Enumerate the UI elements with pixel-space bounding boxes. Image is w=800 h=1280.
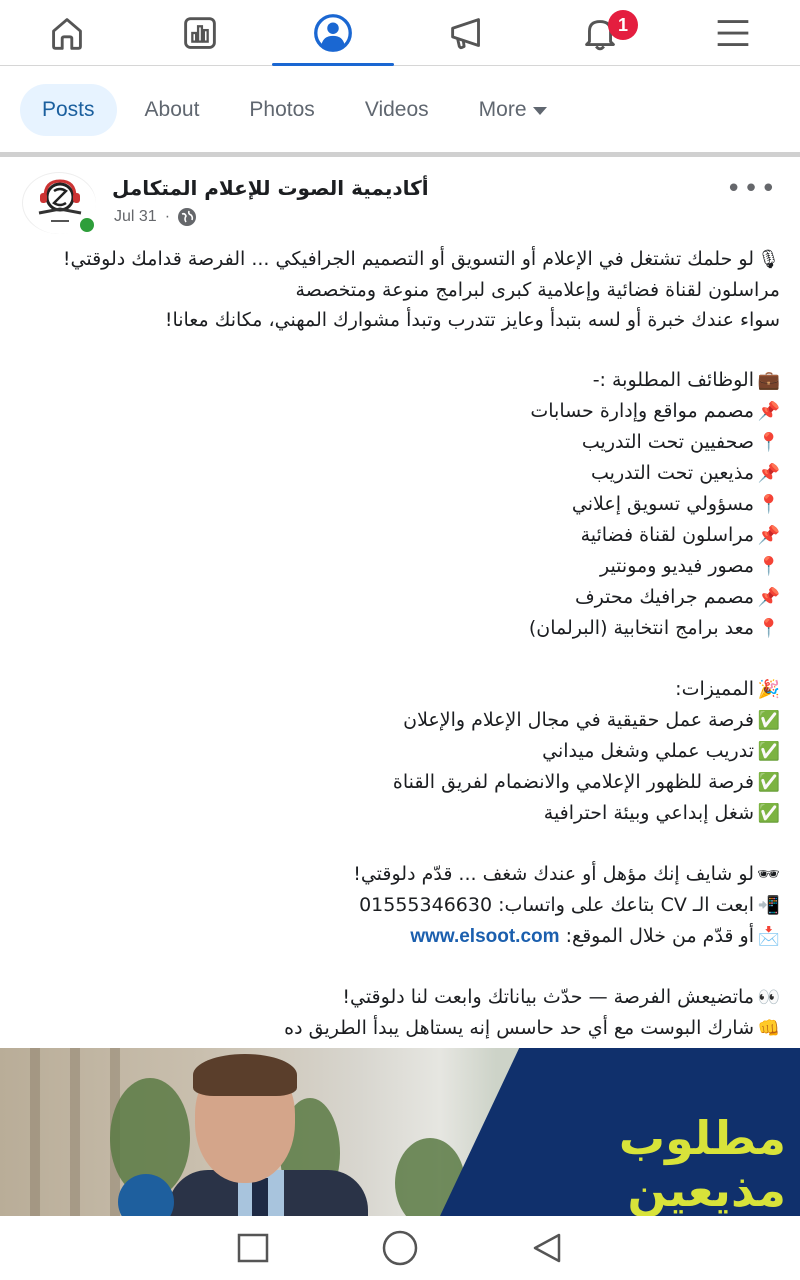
apply-line: 📩أو قدّم من خلال الموقع: www.elsoot.com bbox=[40, 921, 780, 952]
website-link[interactable]: www.elsoot.com bbox=[410, 926, 560, 947]
features-heading: 🎉المميزات: bbox=[40, 674, 780, 705]
post-date[interactable]: Jul 31 bbox=[114, 208, 157, 225]
back-button[interactable] bbox=[527, 1228, 567, 1268]
microphone-emoji-icon: 🎙 bbox=[757, 249, 780, 270]
notification-badge: 1 bbox=[608, 10, 638, 40]
briefcase-emoji-icon: 💼 bbox=[757, 370, 780, 391]
feature-item: ✅فرصة عمل حقيقية في مجال الإعلام والإعلان bbox=[40, 705, 780, 736]
round-pin-emoji-icon: 📍 bbox=[757, 494, 780, 515]
subtab-more[interactable] bbox=[457, 84, 569, 136]
page-avatar[interactable] bbox=[22, 172, 96, 234]
pushpin-emoji-icon: 📌 bbox=[757, 463, 780, 484]
post-options-button[interactable]: ••• bbox=[725, 174, 778, 204]
recents-button[interactable] bbox=[233, 1228, 273, 1268]
job-item: 📍مسؤولي تسويق إعلاني bbox=[40, 489, 780, 520]
job-item: 📍مصور فيديو ومونتير bbox=[40, 551, 780, 582]
globe-icon bbox=[178, 208, 196, 226]
sunglasses-emoji-icon: 🕶 bbox=[757, 864, 780, 885]
building-detail bbox=[70, 1048, 80, 1216]
job-item: 📌مصمم مواقع وإدارة حسابات bbox=[40, 396, 780, 427]
profile-sub-tabs bbox=[0, 67, 800, 153]
post-header bbox=[0, 170, 800, 234]
feature-item: ✅فرصة للظهور الإعلامي والانضمام لفريق القناة bbox=[40, 767, 780, 798]
image-headline: مطلوب مذيعين bbox=[618, 1111, 786, 1216]
round-pin-emoji-icon: 📍 bbox=[757, 618, 780, 639]
building-detail bbox=[30, 1048, 40, 1216]
pushpin-emoji-icon: 📌 bbox=[757, 401, 780, 422]
square-recents-icon bbox=[236, 1231, 270, 1265]
online-status-dot bbox=[77, 215, 97, 235]
meta-separator: · bbox=[164, 208, 171, 225]
tab-home[interactable] bbox=[0, 0, 133, 65]
subtab-about[interactable]: About bbox=[144, 98, 200, 121]
intro-line: مراسلون لقناة فضائية وإعلامية كبرى لبرامج منوعة ومتخصصة bbox=[295, 279, 780, 301]
top-navigation-bar bbox=[0, 0, 800, 66]
mobile-phone-emoji-icon: 📲 bbox=[757, 895, 780, 916]
hamburger-menu-icon bbox=[710, 10, 756, 56]
job-item: 📍صحفيين تحت التدريب bbox=[40, 427, 780, 458]
intro-line: سواء عندك خبرة أو لسه بتبدأ وعايز تتدرب وتبدأ مشوارك المهني، مكانك معانا! bbox=[164, 309, 780, 331]
subtab-videos[interactable]: Videos bbox=[364, 98, 429, 121]
check-mark-emoji-icon: ✅ bbox=[757, 772, 780, 793]
intro-line: 🎙لو حلمك تشتغل في الإعلام أو التسويق أو التصميم الجرافيكي ... الفرصة قدامك دلوقتي! bbox=[40, 244, 780, 275]
party-popper-emoji-icon: 🎉 bbox=[757, 679, 780, 700]
pushpin-emoji-icon: 📌 bbox=[757, 587, 780, 608]
job-item: 📌مصمم جرافيك محترف bbox=[40, 582, 780, 613]
subtab-more-label: More bbox=[478, 98, 527, 121]
profile-icon bbox=[310, 10, 356, 56]
job-item: 📌مذيعين تحت التدريب bbox=[40, 458, 780, 489]
fist-emoji-icon: 👊 bbox=[757, 1018, 780, 1039]
bar-chart-icon bbox=[177, 10, 223, 56]
jobs-heading: 💼الوظائف المطلوبة :- bbox=[40, 365, 780, 396]
envelope-emoji-icon: 📩 bbox=[757, 926, 780, 947]
check-mark-emoji-icon: ✅ bbox=[757, 803, 780, 824]
job-item: 📌مراسلون لقناة فضائية bbox=[40, 520, 780, 551]
tab-notifications[interactable] bbox=[533, 0, 666, 65]
subtab-photos[interactable]: Photos bbox=[249, 98, 315, 121]
post-image[interactable] bbox=[0, 1048, 800, 1216]
pushpin-emoji-icon: 📌 bbox=[757, 525, 780, 546]
caret-down-icon bbox=[533, 107, 547, 115]
post-meta bbox=[114, 208, 196, 226]
tab-menu[interactable] bbox=[667, 0, 800, 65]
feature-item: ✅تدريب عملي وشغل ميداني bbox=[40, 736, 780, 767]
round-pin-emoji-icon: 📍 bbox=[757, 432, 780, 453]
round-pin-emoji-icon: 📍 bbox=[757, 556, 780, 577]
check-mark-emoji-icon: ✅ bbox=[757, 710, 780, 731]
megaphone-icon bbox=[444, 10, 490, 56]
closing-line: 👀ماتضيعش الفرصة — حدّث بياناتك وابعت لنا دلوقتي! bbox=[40, 982, 780, 1013]
job-item: 📍معد برامج انتخابية (البرلمان) bbox=[40, 613, 780, 644]
triangle-back-icon bbox=[529, 1230, 565, 1266]
home-icon bbox=[44, 10, 90, 56]
apply-line: 📲ابعت الـ CV بتاعك على واتساب: 01555346630 bbox=[40, 890, 780, 921]
feature-item: ✅شغل إبداعي وبيئة احترافية bbox=[40, 798, 780, 829]
system-navigation-bar bbox=[0, 1216, 800, 1280]
subtab-posts[interactable]: Posts bbox=[20, 84, 117, 136]
closing-line: 👊شارك البوست مع أي حد حاسس إنه يستاهل يبدأ الطريق ده bbox=[40, 1013, 780, 1044]
tab-ads[interactable] bbox=[400, 0, 533, 65]
tab-profile[interactable] bbox=[267, 0, 400, 65]
page-name[interactable]: أكاديمية الصوت للإعلام المتكامل bbox=[112, 176, 429, 200]
section-divider bbox=[0, 152, 800, 157]
post-text bbox=[40, 244, 780, 1044]
apply-line: 🕶لو شايف إنك مؤهل أو عندك شغف ... قدّم دلوقتي! bbox=[40, 859, 780, 890]
reporter-tie bbox=[252, 1178, 268, 1216]
tab-insights[interactable] bbox=[133, 0, 266, 65]
reporter-hair bbox=[193, 1054, 297, 1096]
check-mark-emoji-icon: ✅ bbox=[757, 741, 780, 762]
eyes-emoji-icon: 👀 bbox=[757, 987, 780, 1008]
home-button[interactable] bbox=[380, 1228, 420, 1268]
circle-home-icon bbox=[380, 1228, 420, 1268]
